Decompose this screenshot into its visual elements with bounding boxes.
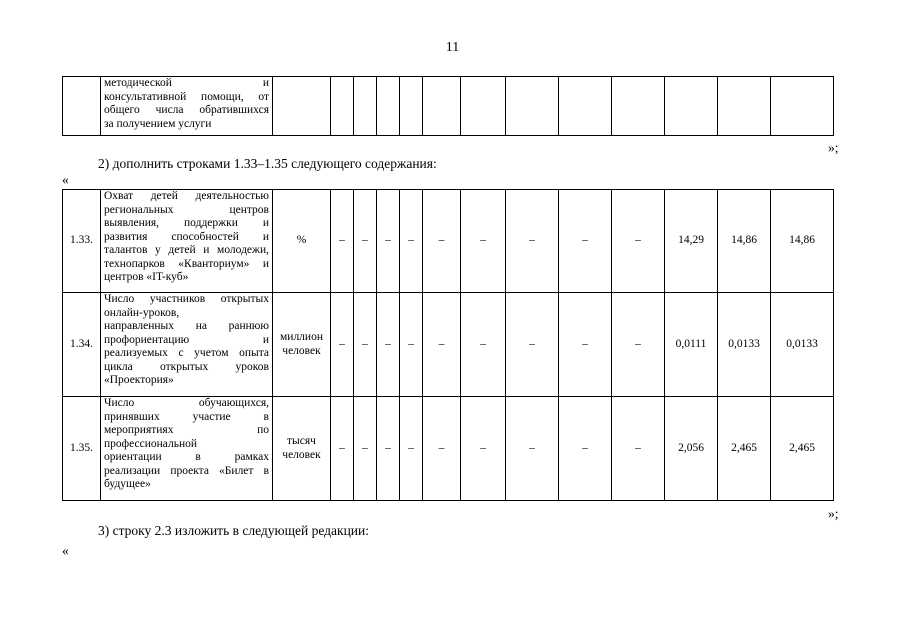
unit-cell: миллион человек <box>273 293 331 397</box>
instruction-paragraph: 2) дополнить строками 1.33–1.35 следующего содержания: <box>98 156 437 171</box>
value-cell: 14,29 <box>665 190 718 293</box>
dash-cell: – <box>400 397 423 501</box>
closing-quote: »; <box>828 140 839 155</box>
table-row <box>63 397 834 501</box>
dash-cell: – <box>331 293 354 397</box>
opening-quote: « <box>62 543 69 558</box>
table-row <box>63 190 834 293</box>
dash-cell: – <box>377 190 400 293</box>
dash-cell: – <box>354 293 377 397</box>
dash-cell: – <box>559 190 612 293</box>
row-number-cell <box>63 77 101 136</box>
row-number-cell: 1.34. <box>63 293 101 397</box>
row-number-cell: 1.35. <box>63 397 101 501</box>
indicators-table <box>62 189 834 501</box>
dash-cell: – <box>506 293 559 397</box>
dash-cell: – <box>559 397 612 501</box>
opening-quote: « <box>62 172 69 187</box>
dash-cell: – <box>377 397 400 501</box>
dash-cell: – <box>461 190 506 293</box>
dash-cell: – <box>400 190 423 293</box>
dash-cell: – <box>423 397 461 501</box>
instruction-paragraph: 3) строку 2.3 изложить в следующей редакции: <box>98 523 370 538</box>
unit-cell: тысяч человек <box>273 397 331 501</box>
dash-cell: – <box>423 293 461 397</box>
continued-table <box>62 76 834 136</box>
dash-cell: – <box>612 397 665 501</box>
dash-cell: – <box>559 293 612 397</box>
value-cell: 14,86 <box>771 190 834 293</box>
dash-cell: – <box>612 293 665 397</box>
closing-quote: »; <box>828 506 839 521</box>
dash-cell: – <box>354 397 377 501</box>
row-name-cell: методической и консультативной помощи, от общего числа обратившихся за получением услуги <box>101 77 273 136</box>
value-cell: 0,0133 <box>771 293 834 397</box>
value-cell: 0,0133 <box>718 293 771 397</box>
table-row <box>63 293 834 397</box>
row-name-cell: Число участников открытых онлайн-уроков, направленных на раннюю профориентацию и реализуемых с учетом опыта цикла открытых уроков «Проектория» <box>101 293 273 397</box>
value-cell: 2,465 <box>718 397 771 501</box>
dash-cell: – <box>506 190 559 293</box>
dash-cell: – <box>400 293 423 397</box>
dash-cell: – <box>354 190 377 293</box>
value-cell: 14,86 <box>718 190 771 293</box>
table-row <box>63 77 834 136</box>
dash-cell: – <box>612 190 665 293</box>
value-cell: 0,0111 <box>665 293 718 397</box>
row-name-cell: Охват детей деятельностью региональных центров выявления, поддержки и развития способностей и талантов у детей и молодежи, технопарков «Кванториум» и центров «IT-куб» <box>101 190 273 293</box>
value-cell: 2,465 <box>771 397 834 501</box>
dash-cell: – <box>506 397 559 501</box>
dash-cell: – <box>331 190 354 293</box>
row-name-cell: Число обучающихся, принявших участие в мероприятиях по профессиональной ориентации в рамках реализации проекта «Билет в будущее» <box>101 397 273 501</box>
unit-cell: % <box>273 190 331 293</box>
dash-cell: – <box>461 397 506 501</box>
dash-cell: – <box>377 293 400 397</box>
value-cell: 2,056 <box>665 397 718 501</box>
dash-cell: – <box>423 190 461 293</box>
unit-cell <box>273 77 331 136</box>
dash-cell: – <box>331 397 354 501</box>
row-number-cell: 1.33. <box>63 190 101 293</box>
page-number: 11 <box>445 40 460 55</box>
dash-cell: – <box>461 293 506 397</box>
